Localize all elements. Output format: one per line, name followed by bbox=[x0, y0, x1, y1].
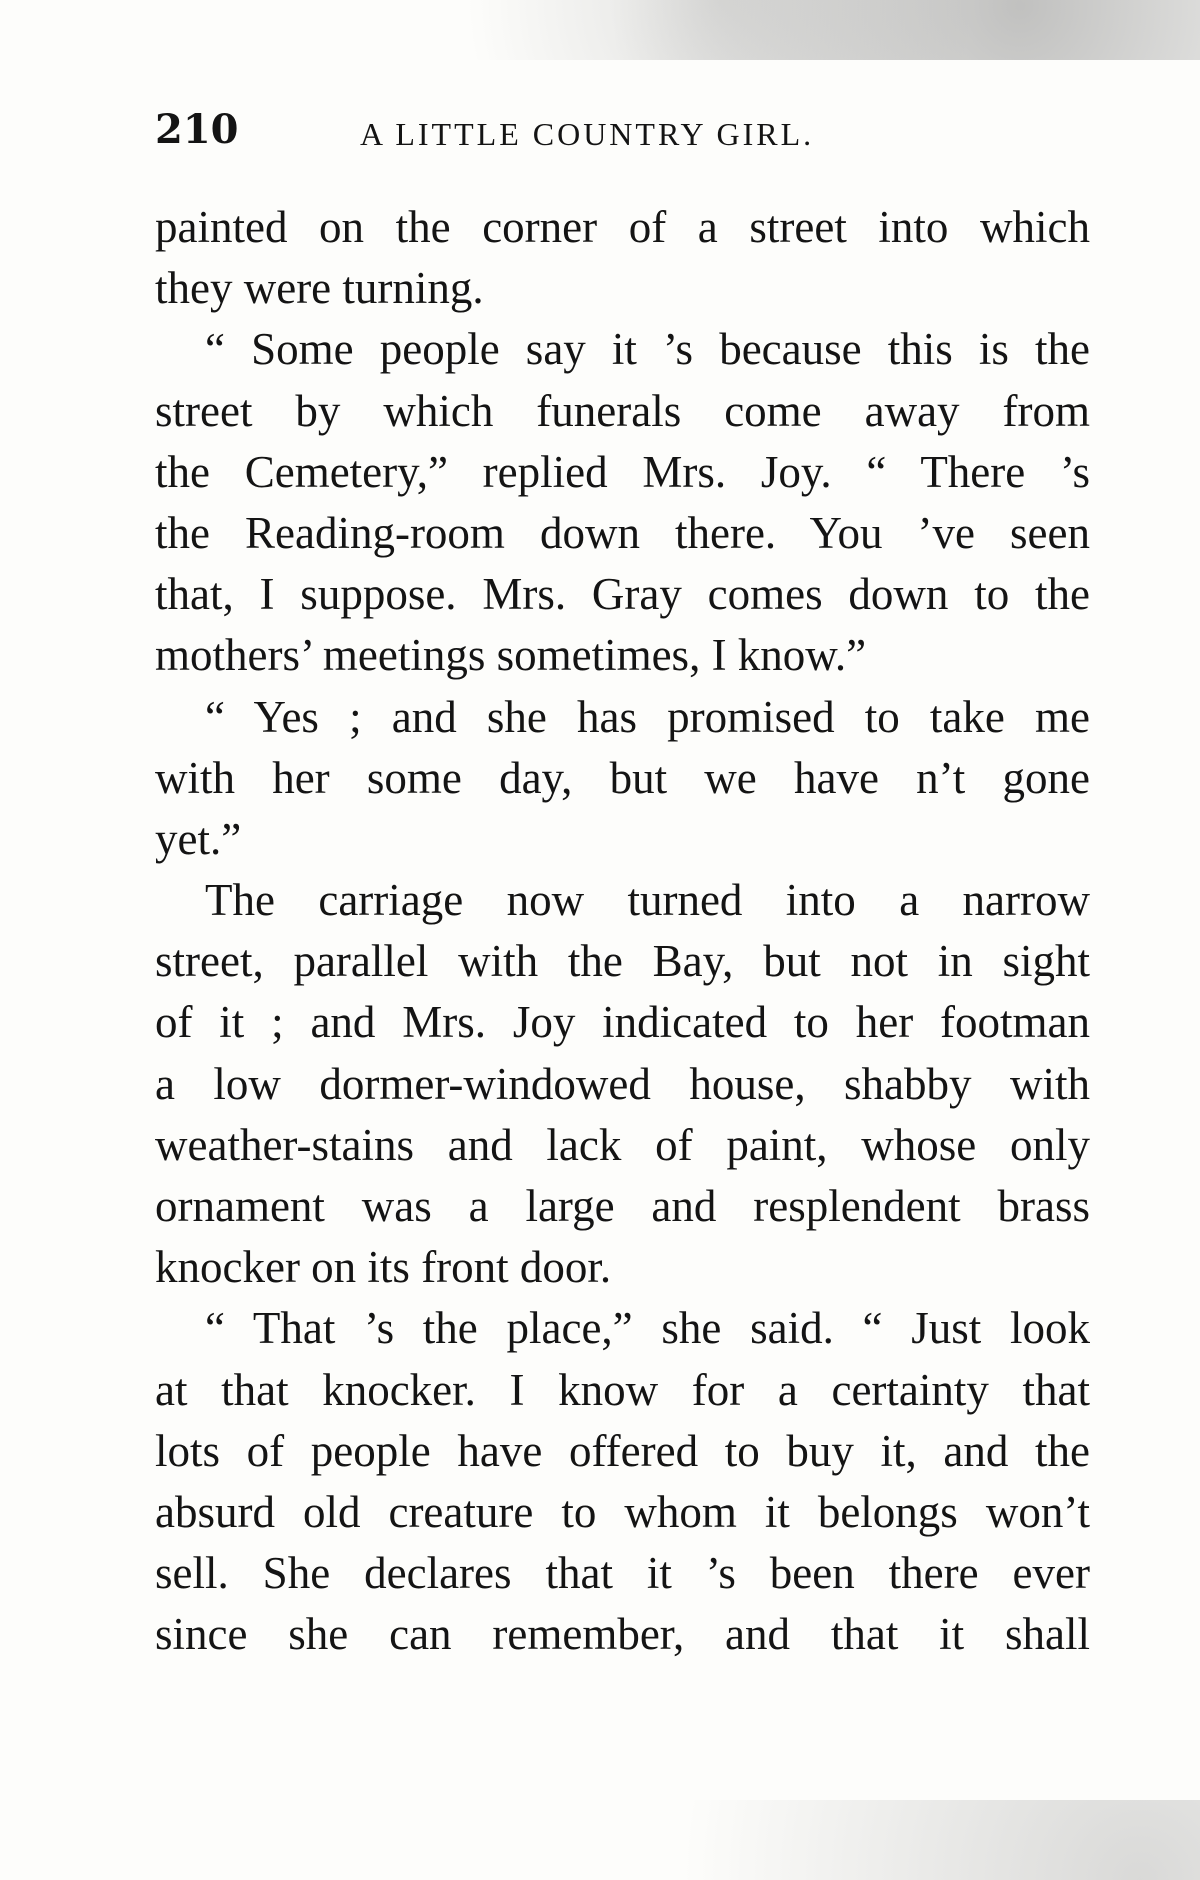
text-line: sell. She declares that it ’s been there ever bbox=[155, 1548, 1090, 1599]
page-edge-speckle-bottom bbox=[0, 1800, 1200, 1880]
text-line: the Cemetery,” replied Mrs. Joy. “ There ’s bbox=[155, 446, 1090, 497]
text-line: yet.” bbox=[155, 813, 242, 864]
text-line: street by which funerals come away from bbox=[155, 385, 1090, 436]
text-line: the Reading-room down there. You ’ve seen bbox=[155, 507, 1090, 558]
text-line: “ Some people say it ’s because this is the bbox=[205, 324, 1090, 375]
text-line: “ That ’s the place,” she said. “ Just look bbox=[205, 1303, 1090, 1354]
text-line: “ Yes ; and she has promised to take me bbox=[205, 691, 1090, 742]
page-edge-speckle-top bbox=[0, 0, 1200, 60]
text-line: ornament was a large and resplendent brass bbox=[155, 1181, 1090, 1231]
text-line: The carriage now turned into a narrow bbox=[205, 875, 1090, 926]
text-line: absurd old creature to whom it belongs won’t bbox=[155, 1486, 1090, 1537]
text-line: painted on the corner of a street into which bbox=[155, 202, 1090, 252]
text-line: at that knocker. I know for a certainty that bbox=[155, 1364, 1090, 1415]
text-line: that, I suppose. Mrs. Gray comes down to the bbox=[155, 569, 1090, 620]
text-line: with her some day, but we have n’t gone bbox=[155, 752, 1090, 803]
body-text bbox=[155, 197, 1090, 1666]
text-line: they were turning. bbox=[155, 263, 484, 314]
text-line: weather-stains and lack of paint, whose only bbox=[155, 1119, 1090, 1170]
text-line: a low dormer-windowed house, shabby with bbox=[155, 1058, 1090, 1109]
text-line: since she can remember, and that it shall bbox=[155, 1609, 1090, 1660]
text-line: mothers’ meetings sometimes, I know.” bbox=[155, 630, 867, 681]
text-line: lots of people have offered to buy it, and the bbox=[155, 1425, 1090, 1476]
text-line: of it ; and Mrs. Joy indicated to her footman bbox=[155, 997, 1090, 1048]
running-head bbox=[155, 100, 1095, 160]
text-line: knocker on its front door. bbox=[155, 1242, 612, 1293]
page-number: 210 bbox=[155, 106, 239, 153]
text-line: street, parallel with the Bay, but not in sight bbox=[155, 936, 1090, 987]
running-title: A LITTLE COUNTRY GIRL. bbox=[360, 116, 815, 152]
